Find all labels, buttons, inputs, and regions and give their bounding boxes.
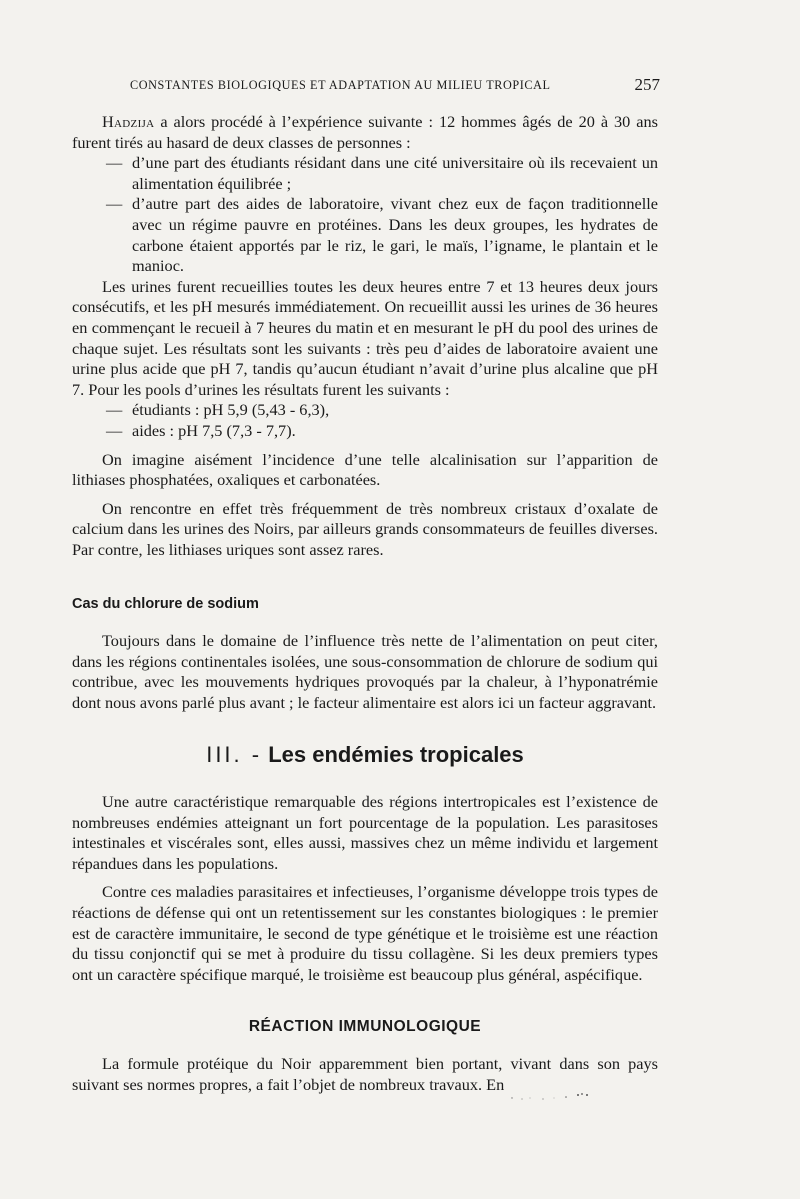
body-text [72, 112, 658, 1095]
list-item [72, 194, 658, 276]
paragraph-chlorure: Toujours dans le domaine de l’influence très nette de l’alimentation on peut citer, dans les régions continentales isolées, une sous-consommation de chlorure de sodium qui contribue, avec les mouvements hydriques provoqués par la chaleur, à l’hyponatrémie dont nous avons parlé plus avant ; le facteur alimentaire est alors ici un facteur aggravant. [72, 631, 658, 712]
running-title: CONSTANTES BIOLOGIQUES ET ADAPTATION AU MILIEU TROPICAL [130, 78, 551, 92]
list-dash: — [106, 400, 123, 420]
list-item [72, 153, 658, 194]
list-item-text: aides : pH 7,5 (7,3 - 7,7). [132, 420, 296, 440]
paragraph-urines: Les urines furent recueillies toutes les deux heures entre 7 et 13 heures deux jours consécutifs, et les pH mesurés immédiatement. On recueillit aussi les urines de 36 heures en commençant le recueil à 7 heures du matin et en mesurant le pH du pool des urines de chaque sujet. Les résultats sont les suivants : très peu d’aides de laboratoire avaient une urine plus acide que pH 7, tandis qu’aucun étudiant n’avait d’urine plus alcaline que pH 7. Pour les pools d’urines les résultats furent les suivants : [72, 276, 658, 399]
page-number: 257 [634, 75, 660, 94]
subheading-chlorure: Cas du chlorure de sodium [72, 596, 259, 613]
author-name: Hadzija [102, 112, 155, 131]
list-item [72, 400, 658, 421]
section-title: Les endémies tropicales [268, 742, 524, 768]
paragraph-oxalate: On rencontre en effet très fréquemment de très nombreux cristaux d’oxalate de calcium dans les urines des Noirs, par ailleurs grands consommateurs de feuilles diverses. Par contre, les lithiases uriques sont assez rares. [72, 498, 658, 559]
paragraph-alcalinisation: On imagine aisément l’incidence d’une telle alcalinisation sur l’apparition de lithiases phosphatées, oxaliques et carbonatées. [72, 449, 658, 490]
list-item-text: d’autre part des aides de laboratoire, vivant chez eux de façon traditionnelle avec un régime pauvre en protéines. Dans les deux groupes, les hydrates de carbone étaient apportés par le riz, le gari, le maïs, l’igname, le plantain et le manioc. [132, 194, 658, 276]
list-dash: — [106, 153, 123, 173]
print-specks [508, 1090, 594, 1102]
section-heading [72, 742, 658, 768]
list-item-text: étudiants : pH 5,9 (5,43 - 6,3), [132, 400, 330, 420]
running-head [130, 75, 660, 94]
subheading-reaction: RÉACTION IMMUNOLOGIQUE [248, 1018, 482, 1036]
list-dash: — [106, 420, 123, 440]
paragraph-hadzija [72, 112, 658, 153]
paragraph-endemies: Une autre caractéristique remarquable des régions intertropicales est l’existence de nombreuses endémies atteignant un fort pourcentage de la population. Les parasitoses intestinales et viscérales sont, elles aussi, massives chez un même individu et largement répandues dans les populations. [72, 792, 658, 873]
paragraph-hadzija-text: a alors procédé à l’expérience suivante : 12 hommes âgés de 20 à 30 ans furent tirés au hasard de deux classes de personnes : [72, 112, 658, 152]
list-dash: — [106, 194, 123, 214]
paragraph-defense: Contre ces maladies parasitaires et infectieuses, l’organisme développe trois types de réactions de défense qui ont un retentissement sur les constantes biologiques : le premier est de caractère immunitaire, le second de type génétique et le troisième est une réaction du tissu conjonctif qui se met à produire du tissu collagène. Si les deux premiers types ont un caractère spécifique marqué, le troisième est beaucoup plus général, aspécifique. [72, 882, 658, 984]
section-number: III. - [206, 742, 263, 768]
list-item-text: d’une part des étudiants résidant dans une cité universitaire où ils recevaient un alimentation équilibrée ; [132, 153, 658, 193]
paragraph-formule: La formule protéique du Noir apparemment bien portant, vivant dans son pays suivant ses normes propres, a fait l’objet de nombreux travaux. En [72, 1053, 658, 1094]
list-item [72, 421, 658, 442]
